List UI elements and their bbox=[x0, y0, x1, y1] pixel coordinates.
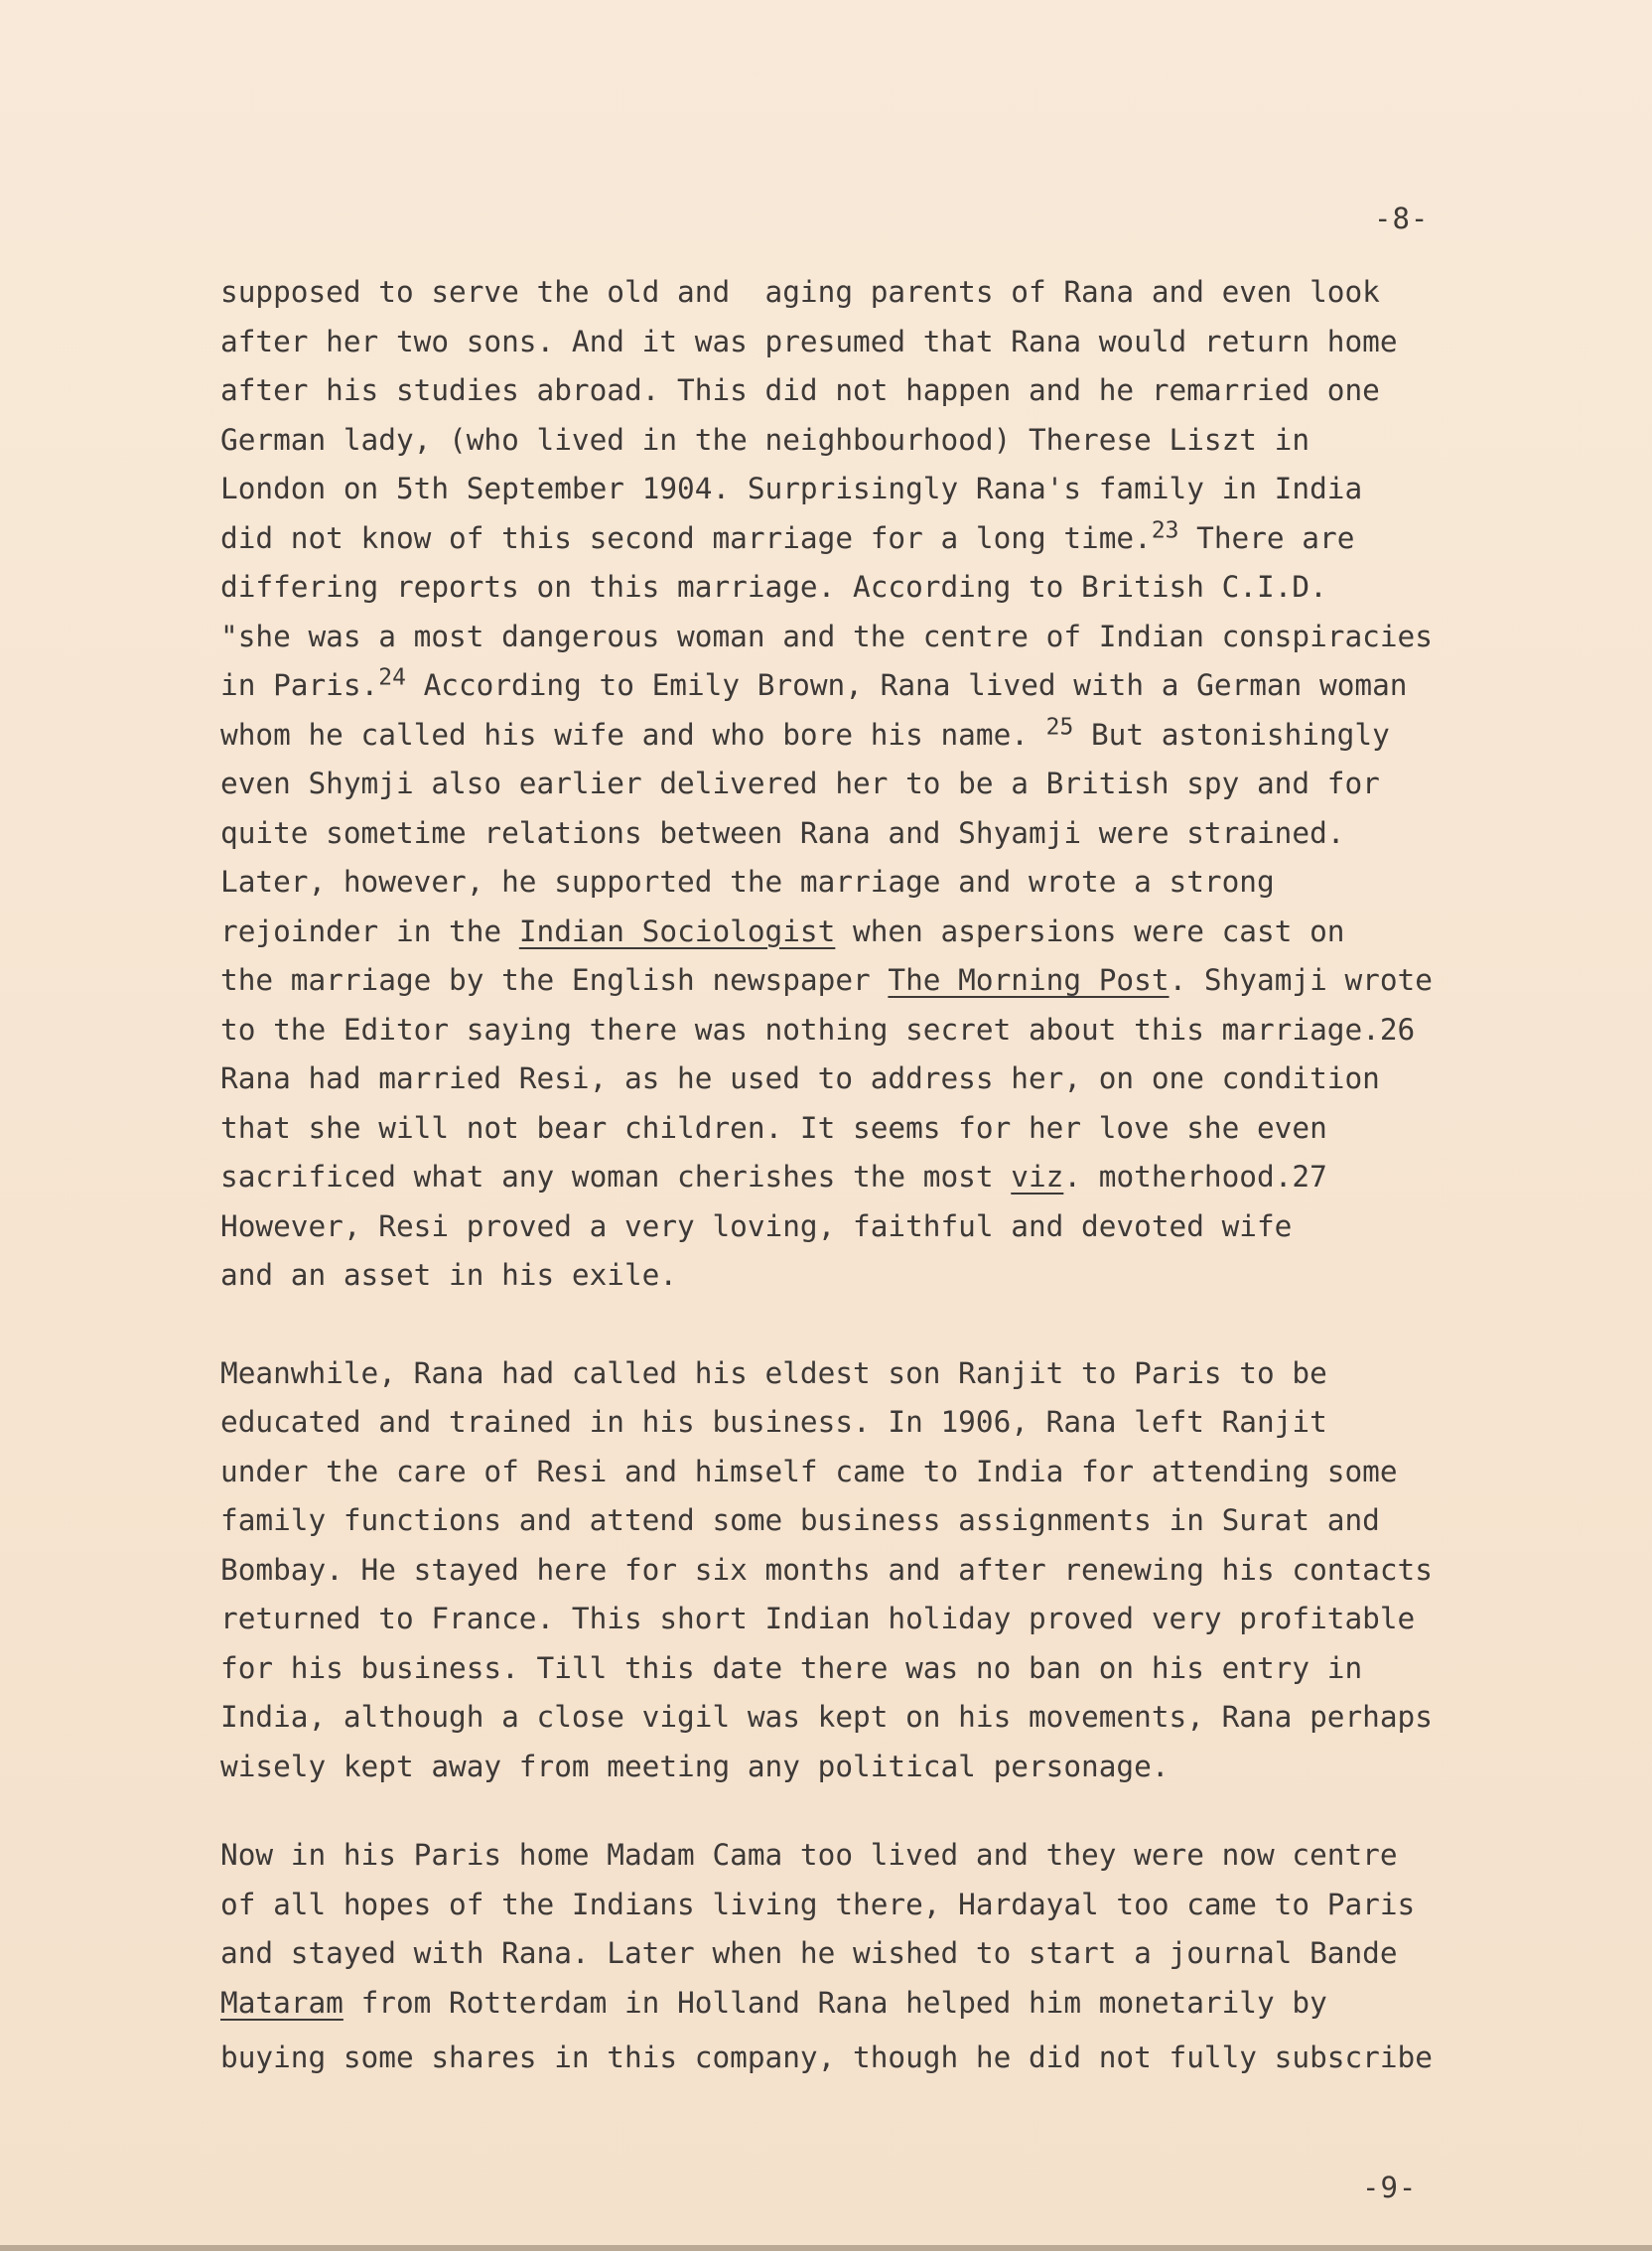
footnote-ref-24: 24 bbox=[378, 664, 406, 691]
text-line: whom he called his wife and who bore his name. $^{25}$ But astonishingly bbox=[220, 714, 1390, 752]
title-the-morning-post: The Morning Post bbox=[888, 963, 1170, 997]
text-line: returned to France. This short Indian holiday proved very profitable bbox=[220, 1602, 1416, 1635]
paragraph-2 bbox=[220, 1349, 1610, 1792]
text-line: after her two sons. And it was presumed that Rana would return home bbox=[220, 324, 1398, 358]
text-line: even Shymji also earlier delivered her to be a British spy and for bbox=[220, 767, 1380, 800]
text-line: Bombay. He stayed here for six months and after renewing his contacts bbox=[220, 1552, 1433, 1587]
text-line: buying some shares in this company, though he did not fully subscribe bbox=[220, 2040, 1433, 2074]
text-line: differing reports on this marriage. According to British C.I.D. bbox=[220, 570, 1327, 604]
text-line: London on 5th September 1904. Surprisingly Rana's family in India bbox=[220, 472, 1363, 505]
paragraph-1 bbox=[220, 268, 1610, 1301]
page-bottom-edge bbox=[0, 2245, 1652, 2251]
text-line: to the Editor saying there was nothing secret about this marriage.26 bbox=[220, 1012, 1416, 1047]
text-line: Meanwhile, Rana had called his eldest son Ranjit to Paris to be bbox=[220, 1355, 1327, 1390]
text-line: supposed to serve the old and aging parents of Rana and even look bbox=[220, 275, 1380, 309]
text-line: for his business. Till this date there was no ban on his entry in bbox=[220, 1650, 1363, 1685]
title-bande-mataram: Mataram bbox=[220, 1985, 344, 2020]
text-line: and stayed with Rana. Later when he wished to start a journal Bande bbox=[220, 1936, 1398, 1970]
text-line: the marriage by the English newspaper The Morning Post. Shyamji wrote bbox=[220, 963, 1433, 997]
text-line: in Paris.$^{24}$ According to Emily Brown, Rana lived with a German woman bbox=[220, 664, 1408, 702]
text-line: quite sometime relations between Rana and Shyamji were strained. bbox=[220, 815, 1345, 850]
footnote-ref-23: 23 bbox=[1151, 517, 1179, 544]
text-line: did not know of this second marriage for a long time.$^{23}$ There are bbox=[220, 517, 1355, 555]
paragraph-gap bbox=[220, 1301, 1610, 1349]
text-line: after his studies abroad. This did not happen and he remarried one bbox=[220, 373, 1380, 407]
text-line: wisely kept away from meeting any political personage. bbox=[220, 1749, 1170, 1783]
text-line: However, Resi proved a very loving, faithful and devoted wife bbox=[220, 1208, 1293, 1243]
text-line: India, although a close vigil was kept on his movements, Rana perhaps bbox=[220, 1700, 1433, 1734]
abbr-viz: viz bbox=[1011, 1160, 1064, 1194]
text-line: Now in his Paris home Madam Cama too lived and they were now centre bbox=[220, 1838, 1398, 1872]
text-line: and an asset in his exile. bbox=[220, 1258, 678, 1292]
text-line: educated and trained in his business. In 1906, Rana left Ranjit bbox=[220, 1405, 1327, 1439]
body-text bbox=[220, 268, 1610, 2083]
paragraph-3 bbox=[220, 1831, 1610, 2083]
text-line: German lady, (who lived in the neighbourhood) Therese Liszt in bbox=[220, 422, 1310, 457]
text-line: under the care of Resi and himself came to India for attending some bbox=[220, 1454, 1398, 1488]
text-line: "she was a most dangerous woman and the centre of Indian conspiracies bbox=[220, 619, 1433, 653]
paragraph-gap bbox=[220, 1791, 1610, 1831]
page-number-top: -8- bbox=[1374, 202, 1430, 235]
text-line: of all hopes of the Indians living there, Hardayal too came to Paris bbox=[220, 1887, 1416, 1921]
page-number-bottom: -9- bbox=[1362, 2171, 1418, 2204]
text-line: Rana had married Resi, as he used to address her, on one condition bbox=[220, 1061, 1380, 1095]
text-line: rejoinder in the Indian Sociologist when aspersions were cast on bbox=[220, 914, 1345, 948]
text-line: Later, however, he supported the marriage and wrote a strong bbox=[220, 865, 1275, 899]
title-indian-sociologist: Indian Sociologist bbox=[518, 914, 836, 948]
text-line: family functions and attend some business assignments in Surat and bbox=[220, 1503, 1380, 1537]
text-line: sacrificed what any woman cherishes the most viz. motherhood.27 bbox=[220, 1160, 1327, 1194]
footnote-ref-25: 25 bbox=[1045, 714, 1074, 741]
text-line: that she will not bear children. It seems for her love she even bbox=[220, 1110, 1327, 1145]
text-line: Mataram from Rotterdam in Holland Rana helped him monetarily by bbox=[220, 1985, 1327, 2020]
